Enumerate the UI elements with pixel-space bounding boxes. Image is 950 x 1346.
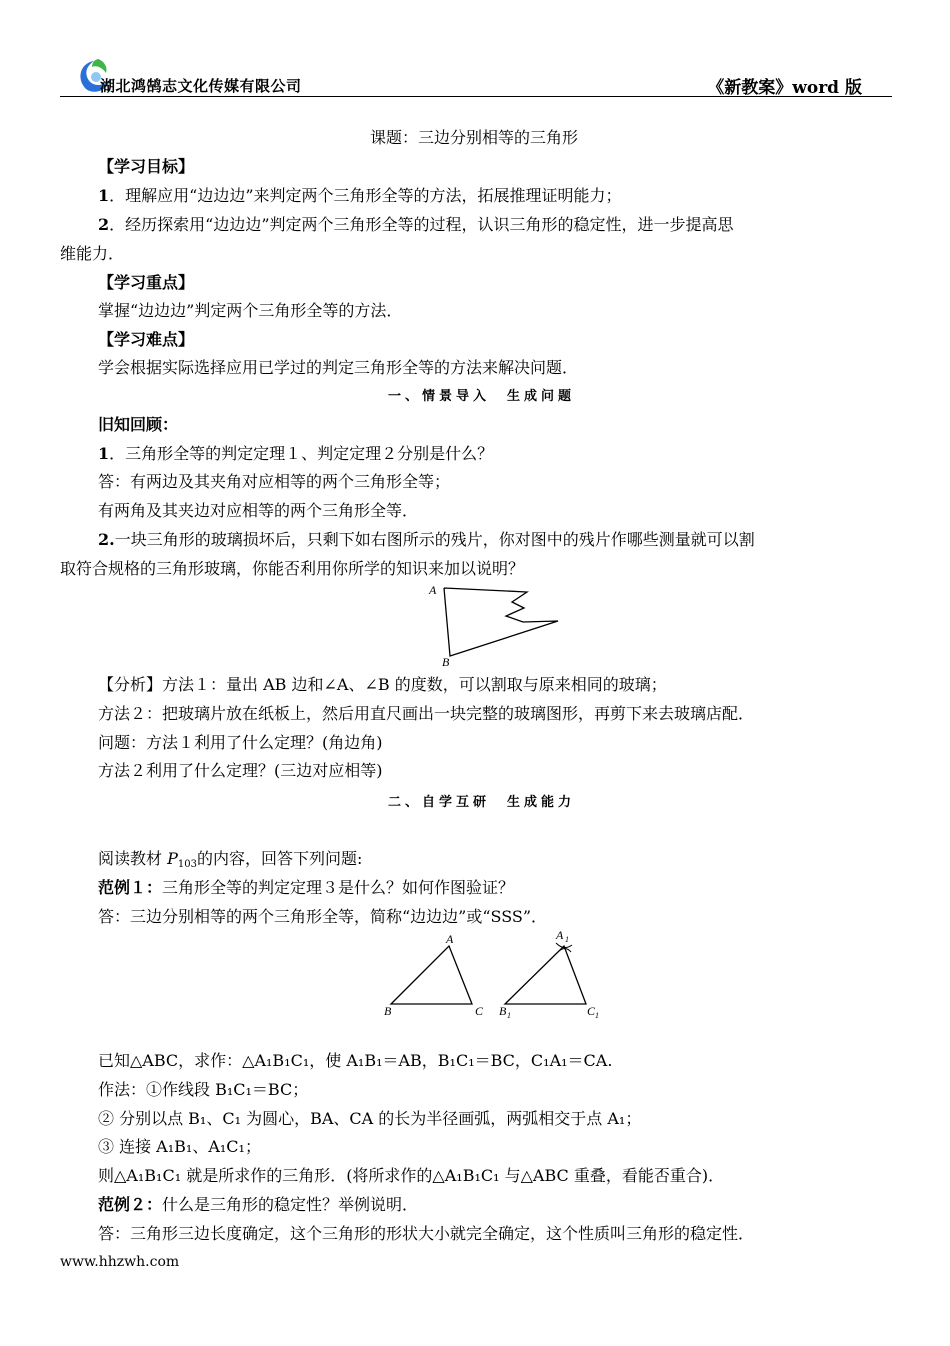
company-name: 湖北鸿鹄志文化传媒有限公司: [100, 77, 302, 95]
example-1: 范例１：三角形全等的判定定理３是什么？如何作图验证？: [98, 878, 515, 897]
difficulty-heading: 【学习难点】: [98, 330, 195, 349]
construction-step-2: ② 分别以点 B₁、C₁ 为圆心，BA、CA 的长为半径画弧，两弧相交于点 A₁；: [98, 1109, 642, 1128]
label-b1: B: [499, 1004, 507, 1018]
edition-label: 《新教案》word 版: [707, 78, 862, 98]
answer-1-line2: 有两角及其夹边对应相等的两个三角形全等．: [98, 501, 419, 520]
label-a1-sub: 1: [565, 935, 569, 944]
label-c1: C: [587, 1004, 596, 1018]
example-2: 范例２：什么是三角形的稳定性？举例说明．: [98, 1195, 419, 1214]
label-b: B: [384, 1004, 392, 1018]
example-1-answer: 答：三边分别相等的两个三角形全等，简称“边边边”或“SSS”．: [98, 907, 548, 926]
broken-glass-figure: [420, 580, 570, 672]
figure-label-b: B: [442, 655, 450, 669]
goal-item-1: 1．理解应用“边边边”来判定两个三角形全等的方法，拓展推理证明能力；: [98, 186, 622, 205]
construction-step-3: ③ 连接 A₁B₁、A₁C₁；: [98, 1137, 261, 1156]
key-point-heading: 【学习重点】: [98, 273, 195, 292]
construction-conclusion: 则△A₁B₁C₁ 就是所求作的三角形．(将所求作的△A₁B₁C₁ 与△ABC 重叠，看能否重合)．: [98, 1166, 725, 1185]
label-b1-sub: 1: [507, 1011, 511, 1020]
label-a1: A: [556, 928, 564, 942]
review-label: 旧知回顾：: [98, 415, 179, 434]
goal-item-2-cont: 维能力．: [60, 244, 125, 263]
goal-item-2: 2．经历探索用“边边边”判定两个三角形全等的过程，认识三角形的稳定性，进一步提高思: [98, 215, 734, 234]
analysis-line-3: 问题：方法１利用了什么定理？(角边角): [98, 733, 383, 752]
label-c1-sub: 1: [595, 1011, 599, 1020]
congruent-triangles-figure: [375, 925, 615, 1023]
footer-url[interactable]: www.hhzwh.com: [60, 1254, 180, 1270]
section-1-heading: 一、情景导入 生成问题: [388, 389, 576, 404]
key-point-text: 掌握“边边边”判定两个三角形全等的方法．: [98, 301, 403, 320]
question-2: 2.一块三角形的玻璃损坏后，只剩下如右图所示的残片，你对图中的残片作哪些测量就可以割: [98, 530, 755, 549]
question-2-cont: 取符合规格的三角形玻璃，你能否利用你所学的知识来加以说明？: [60, 559, 525, 578]
analysis-line-4: 方法２利用了什么定理？(三边对应相等): [98, 761, 383, 780]
known-statement: 已知△ABC，求作：△A₁B₁C₁，使 A₁B₁＝AB，B₁C₁＝BC，C₁A₁＝CA.: [98, 1051, 613, 1070]
answer-1-line1: 答：有两边及其夹角对应相等的两个三角形全等；: [98, 472, 451, 491]
page-header: [60, 55, 892, 98]
question-1: 1．三角形全等的判定定理１、判定定理２分别是什么？: [98, 444, 494, 463]
reading-instruction: 阅读教材 $P_{103}$的内容，回答下列问题:: [98, 849, 363, 870]
analysis-line-2: 方法２：把玻璃片放在纸板上，然后用直尺画出一块完整的玻璃图形，再剪下来去玻璃店配．: [98, 704, 755, 723]
label-a: A: [446, 932, 454, 946]
label-c: C: [475, 1004, 484, 1018]
header-divider: [60, 96, 892, 97]
lesson-title: 课题：三边分别相等的三角形: [370, 128, 579, 147]
construction-step-1: 作法：①作线段 B₁C₁＝BC；: [98, 1080, 309, 1099]
analysis-line-1: 【分析】方法１：量出 AB 边和∠A、∠B 的度数，可以割取与原来相同的玻璃；: [98, 675, 667, 694]
goals-heading: 【学习目标】: [98, 157, 195, 176]
figure-label-a: A: [429, 583, 437, 597]
section-2-heading: 二、自学互研 生成能力: [388, 795, 576, 810]
example-2-answer: 答：三角形三边长度确定，这个三角形的形状大小就完全确定，这个性质叫三角形的稳定性．: [98, 1224, 755, 1243]
difficulty-text: 学会根据实际选择应用已学过的判定三角形全等的方法来解决问题．: [98, 358, 579, 377]
